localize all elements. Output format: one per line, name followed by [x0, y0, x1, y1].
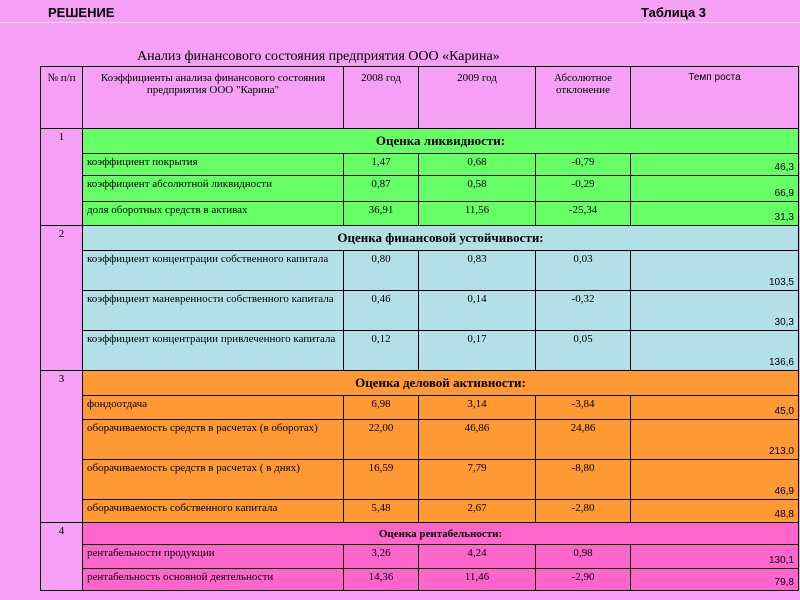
row-2009: 0,58 [419, 176, 536, 202]
table-row [41, 331, 799, 371]
row-2009: 0,14 [419, 291, 536, 331]
row-name: оборачиваемость средств в расчетах ( в днях) [83, 460, 344, 500]
row-2008: 1,47 [344, 154, 419, 176]
row-name: оборачиваемость средств в расчетах (в оборотах) [83, 420, 344, 460]
row-abs: -3,84 [536, 396, 631, 420]
row-name: коэффициент концентрации привлеченного капитала [83, 331, 344, 371]
row-name: коэффициент покрытия [83, 154, 344, 176]
section-index: 1 [41, 129, 83, 226]
section-index: 2 [41, 226, 83, 371]
section-title: Оценка ликвидности: [83, 129, 799, 154]
row-name: оборачиваемость собственного капитала [83, 500, 344, 523]
row-2008: 0,87 [344, 176, 419, 202]
row-abs: -0,79 [536, 154, 631, 176]
table-row [41, 396, 799, 420]
top-bar [0, 0, 800, 23]
row-2008: 22,00 [344, 420, 419, 460]
section-index: 4 [41, 523, 83, 591]
table-row [41, 460, 799, 500]
col-header-2008: 2008 год [344, 67, 419, 129]
row-2009: 0,68 [419, 154, 536, 176]
row-rate: 136,6 [631, 331, 799, 371]
row-2008: 5,48 [344, 500, 419, 523]
section-liquidity [41, 129, 799, 226]
row-2009: 0,83 [419, 251, 536, 291]
row-2008: 3,26 [344, 545, 419, 569]
row-2008: 0,80 [344, 251, 419, 291]
row-abs: 0,98 [536, 545, 631, 569]
solution-label: РЕШЕНИЕ [48, 5, 115, 20]
row-2008: 6,98 [344, 396, 419, 420]
col-header-index: № п/п [41, 67, 83, 129]
row-rate: 46,3 [631, 154, 799, 176]
row-rate: 79,8 [631, 569, 799, 591]
table-row [41, 291, 799, 331]
row-2009: 4,24 [419, 545, 536, 569]
row-rate: 45,0 [631, 396, 799, 420]
row-2009: 11,46 [419, 569, 536, 591]
table-row [41, 545, 799, 569]
row-abs: -0,32 [536, 291, 631, 331]
row-abs: 24,86 [536, 420, 631, 460]
table-row [41, 569, 799, 591]
table-row [41, 420, 799, 460]
row-rate: 66,9 [631, 176, 799, 202]
table-row [41, 500, 799, 523]
row-name: коэффициент маневренности собственного капитала [83, 291, 344, 331]
financial-analysis-table [40, 66, 799, 591]
row-rate: 213,0 [631, 420, 799, 460]
col-header-2009: 2009 год [419, 67, 536, 129]
row-rate: 48,8 [631, 500, 799, 523]
row-2009: 46,86 [419, 420, 536, 460]
table-caption: Анализ финансового состояния предприятия ООО «Карина» [137, 49, 500, 64]
row-2009: 2,67 [419, 500, 536, 523]
col-header-name: Коэффициенты анализа финансового состояния предприятия ООО "Карина" [83, 67, 344, 129]
row-rate: 31,3 [631, 202, 799, 226]
row-2008: 0,46 [344, 291, 419, 331]
table-row [41, 202, 799, 226]
row-2009: 3,14 [419, 396, 536, 420]
section-index: 3 [41, 371, 83, 523]
row-abs: -8,80 [536, 460, 631, 500]
row-rate: 103,5 [631, 251, 799, 291]
section-title: Оценка финансовой устойчивости: [83, 226, 799, 251]
row-name: коэффициент концентрации собственного капитала [83, 251, 344, 291]
row-abs: -2,80 [536, 500, 631, 523]
row-rate: 130,1 [631, 545, 799, 569]
row-2008: 16,59 [344, 460, 419, 500]
col-header-rate: Темп роста [631, 67, 799, 129]
table-row [41, 251, 799, 291]
section-title: Оценка рентабельности: [83, 523, 799, 545]
table-number-label: Таблица 3 [641, 5, 707, 20]
table-row [41, 176, 799, 202]
row-name: рентабельности продукции [83, 545, 344, 569]
row-2009: 11,56 [419, 202, 536, 226]
row-name: фондоотдача [83, 396, 344, 420]
row-abs: 0,05 [536, 331, 631, 371]
row-rate: 46,9 [631, 460, 799, 500]
row-abs: -0,29 [536, 176, 631, 202]
row-abs: -2,90 [536, 569, 631, 591]
row-2008: 14,36 [344, 569, 419, 591]
row-2008: 0,12 [344, 331, 419, 371]
section-business-activity [41, 371, 799, 523]
section-stability [41, 226, 799, 371]
row-rate: 30,3 [631, 291, 799, 331]
section-title: Оценка деловой активности: [83, 371, 799, 396]
row-name: доля оборотных средств в активах [83, 202, 344, 226]
row-abs: -25,34 [536, 202, 631, 226]
header-row [41, 67, 799, 129]
row-name: рентабельность основной деятельности [83, 569, 344, 591]
row-2009: 0,17 [419, 331, 536, 371]
col-header-abs: Абсолютное отклонение [536, 67, 631, 129]
row-name: коэффициент абсолютной ликвидности [83, 176, 344, 202]
row-2009: 7,79 [419, 460, 536, 500]
section-profitability [41, 523, 799, 591]
row-abs: 0,03 [536, 251, 631, 291]
row-2008: 36,91 [344, 202, 419, 226]
table-row [41, 154, 799, 176]
